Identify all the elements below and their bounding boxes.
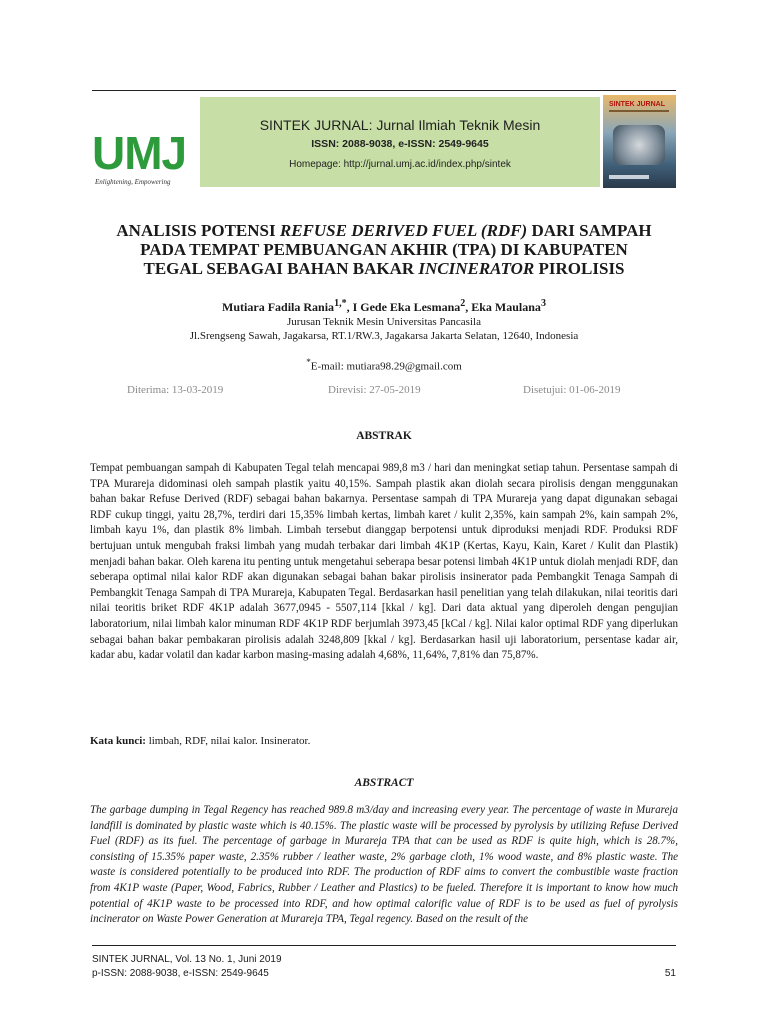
- author-name: I Gede Eka Lesmana: [352, 300, 461, 314]
- title-line-3: TEGAL SEBAGAI BAHAN BAKAR INCINERATOR PIROLISIS: [143, 259, 625, 278]
- keywords: [90, 735, 678, 747]
- date-revised: Direvisi: 27-05-2019: [328, 384, 421, 396]
- paper-title: [90, 221, 678, 278]
- affiliation-department: Jurusan Teknik Mesin Universitas Pancasila: [287, 316, 481, 328]
- author-list: Mutiara Fadila Rania$^{1,*}$, I Gede Eka Lesmana$^2$, Eka Maulana$^3$: [222, 298, 546, 314]
- abstrak-heading: ABSTRAK: [356, 430, 412, 442]
- cover-footer-bar: [609, 175, 649, 179]
- corresponding-email[interactable]: *E-mail: mutiara98.29@gmail.com: [306, 357, 462, 373]
- journal-homepage[interactable]: Homepage: http://jurnal.umj.ac.id/index.php/sintek: [289, 159, 511, 170]
- abstract-body: The garbage dumping in Tegal Regency has reached 989.8 m3/day and increasing every year. The percentage of waste in Murareja landfill is dominated by plastic waste which is 40.15%. The plastic waste will be processed by pyrolysis by utilizing Refuse Derived Fuel (RDF) as its fuel. The percentage of garbage in Murareja TPA that can be used as RDF is quite high, which is 28.7%, consisting of 15.35% paper waste, 2.35% rubber / leather waste, 2% garbage cloth, 1% wood waste, and 8% plastic waste. The waste is considered potentially to be produced into RDF. The production of RDF aims to convert the combustible waste fraction from 4K1P waste (Paper, Wood, Fabrics, Rubber / Leather and Plastics) to be fueled. Therefore it is important to know how much potential of 4K1P waste to be processed into RDF, and how optimal calorific value of RDF is to be used as fuel of pyrolysis incinerator on Waste Power Generation at Murareja TPA, Tegal regency. Based on the result of the: [90, 804, 678, 926]
- affiliation-address: Jl.Srengseng Sawah, Jagakarsa, RT.1/RW.3, Jagakarsa Jakarta Selatan, 12640, Indonesia: [189, 330, 579, 342]
- title-line-1: ANALISIS POTENSI REFUSE DERIVED FUEL (RDF) DARI SAMPAH: [116, 221, 652, 240]
- footer-issn: p-ISSN: 2088-9038, e-ISSN: 2549-9645: [92, 968, 269, 979]
- journal-issn: ISSN: 2088-9038, e-ISSN: 2549-9645: [311, 138, 489, 150]
- footer-rule: [92, 945, 676, 946]
- journal-title: SINTEK JURNAL: Jurnal Ilmiah Teknik Mesin: [259, 117, 541, 133]
- cover-subtitle-bar: [609, 110, 669, 112]
- page-number: 51: [664, 968, 676, 979]
- cover-title: SINTEK JURNAL: [609, 101, 666, 108]
- journal-banner: [200, 97, 600, 187]
- logo-text: UMJ: [92, 127, 187, 179]
- header-rule: [92, 90, 676, 91]
- cover-artwork: [613, 125, 665, 165]
- abstract-heading: ABSTRACT: [354, 777, 414, 789]
- title-line-2: PADA TEMPAT PEMBUANGAN AKHIR (TPA) DI KABUPATEN: [140, 240, 628, 259]
- date-accepted: Disetujui: 01-06-2019: [523, 384, 621, 396]
- journal-cover-image: [603, 95, 676, 188]
- author-name: Eka Maulana: [471, 300, 541, 314]
- umj-logo: [92, 128, 198, 186]
- keywords-label: Kata kunci:: [90, 735, 146, 747]
- logo-tagline: Enlightening, Empowering: [95, 178, 171, 186]
- date-received: Diterima: 13-03-2019: [127, 384, 224, 396]
- author-name: Mutiara Fadila Rania: [222, 300, 335, 314]
- abstrak-body: Tempat pembuangan sampah di Kabupaten Tegal telah mencapai 989,8 m3 / hari dan meningkat setiap tahun. Persentase sampah di TPA Murareja didominasi oleh sampah plastik yaitu 40,15%. Sampah plastik akan diolah secara pirolisis dengan menggunakan bahan bakar Refuse Derived (RDF) sebagai bahan bakarnya. Persentase sampah di TPA Murareja yang dapat digunakan sebagai RDF cukup tinggi, yaitu 28,7%, terdiri dari 15,35% limbah kertas, limbah karet / kulit 2,35%, kain sampah 2%, kain sampah 2%, limbah kayu 1%, dan plastik 8% limbah. Limbah tersebut dianggap berpotensi untuk diproduksi menjadi RDF. Produksi RDF bertujuan untuk mengubah fraksi limbah yang mudah terbakar dari limbah 4K1P (Kertas, Kayu, Kain, Karet / Kulit dan Plastik) menjadi bahan bakar. Oleh karena itu penting untuk mengetahui seberapa besar potensi limbah 4K1P untuk diolah menjadi RDF, dan seberapa optimal nilai kalor RDF akan digunakan sebagai bahan bakar pirolisis insinerator pada Pembangkit Tenaga Sampah di Pembangkit Tenaga Sampah di TPA Murareja, Kabupaten Tegal. Berdasarkan hasil penelitian yang telah dilakukan, nilai teoritis dari nilai teoritis briket RDF 4K1P adalah 3677,0945 - 5507,114 [kkal / kg]. Dari data aktual yang diperoleh dengan pengujian laboratorium, nilai limbah kalor minuman RDF 4K1P RDF berjumlah 3973,45 [kCal / kg]. Nilai kalor optimal RDF yang diperlukan sebagai bahan bakar pembakaran pirolisis adalah 3248,809 [kkal / kg]. Berdasarkan hasil uji laboratorium, persentase kadar air, kadar abu, kadar volatil dan kadar karbon masing-masing adalah 4,68%, 11,64%, 7,81% dan 75,87%.: [90, 462, 678, 662]
- keywords-list: limbah, RDF, nilai kalor. Insinerator.: [145, 735, 311, 747]
- footer-journal: SINTEK JURNAL, Vol. 13 No. 1, Juni 2019: [92, 954, 282, 965]
